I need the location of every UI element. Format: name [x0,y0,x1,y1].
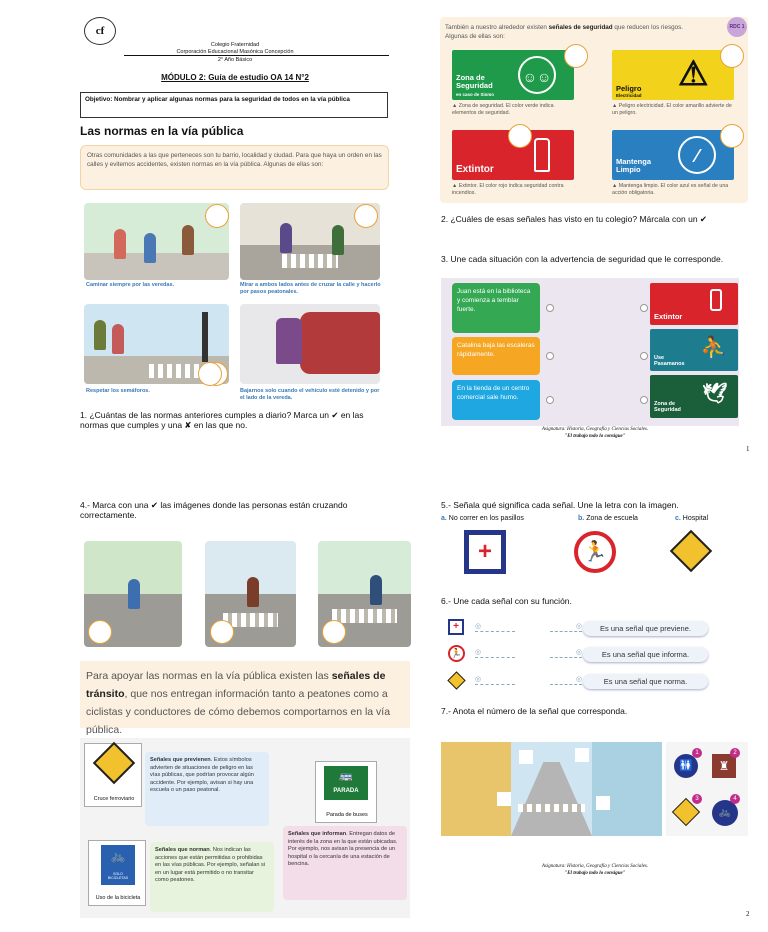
blank-box-3[interactable] [596,796,610,810]
restroom-icon: 🚻 [674,754,698,778]
bus-sign-text: PARADA [333,788,359,794]
museum-icon: ♜ [712,754,736,778]
broom-icon: ⁄ [678,136,716,174]
warning-dot-1[interactable] [640,304,648,312]
warning-dot-3[interactable] [640,396,648,404]
people-icon: ☺☺ [518,56,556,94]
hospital-cross-icon: + [450,621,462,633]
q6-sign-2: 🏃 [448,645,465,662]
warning-sign-handrail [650,329,738,371]
page-number-1: 1 [746,445,750,453]
safety-desc-2: ▲ Peligro electricidad. El color amarillo advierte de un peligro. [612,103,732,116]
rdc-badge: RDC 1 [727,17,747,37]
question-6: 6.- Une cada señal con su función. [441,596,572,606]
norm-check-4[interactable] [198,362,222,386]
section-title: Las normas en la vía pública [80,124,244,138]
safety-desc-3: ▲ Extintor. El color rojo indica seguridad contra incendios. [452,183,564,196]
q6-connector-3[interactable]: ◎ [475,675,515,685]
stairs-icon: ⛹ [700,335,728,360]
sign-number-3: 3 [692,794,702,804]
q6-func-connector-2[interactable]: ◎ [550,648,582,658]
hospital-cross-icon: + [469,535,501,569]
q6-func-connector-1[interactable]: ◎ [550,622,582,632]
warning-dot-2[interactable] [640,352,648,360]
crossing-check-2[interactable] [210,620,234,644]
bike-caption: Uso de la bicicleta [95,895,141,901]
railway-crossing-icon [93,742,135,784]
sign-number-4: 4 [730,794,740,804]
situation-2: Catalina baja las escaleras rápidamente. [452,337,540,375]
q6-function-3: Es una señal que norma. [583,674,708,689]
question-1: 1. ¿Cuántas de las normas anteriores cumples a diario? Marca un ✔ en las normas que cumples y una ✘ en las que no. [80,410,364,430]
question-4: 4.- Marca con una ✔ las imágenes donde las personas están cruzando correctamente. [80,500,348,520]
extinguisher-icon [534,138,550,172]
footer-subject-1: Asignatura: Historia, Geografía y Ciencias Sociales. [541,427,649,432]
safety-sign-danger-label: Peligro [616,84,642,93]
question-5: 5.- Señala qué significa cada señal. Une la letra con la imagen. [441,500,679,510]
safety-sign-clean-label: Mantenga Limpio [616,157,652,174]
objective-box: Objetivo: Nombrar y aplicar algunas normas para la seguridad de todos en la vía pública [80,92,388,118]
blank-box-1[interactable] [575,748,589,762]
norm-check-1[interactable] [205,204,229,228]
page-number-2: 2 [746,910,750,918]
warning-sign-handrail-label: Use Pasamanos [654,355,685,367]
bird-icon: 🕊 [702,383,728,405]
signs-panel [666,742,748,836]
question-3: 3. Une cada situación con la advertencia de seguridad que le corresponde. [441,254,724,264]
footer-subject-2: Asignatura: Historia, Geografía y Ciencias Sociales. [541,864,649,869]
transit-intro: Para apoyar las normas en la vía pública existen las señales de tránsito, que nos entregan información tanto a peatones como a ciclistas y conductores de cómo debemos comportarnos en la vía pública. [80,661,410,728]
safety-desc-4: ▲ Mantenga limpio. El color azul es señal de una acción obligatoria. [612,183,729,196]
railway-sign-card [84,743,142,807]
school-logo: cf [84,17,116,45]
q6-sign-1 [448,619,464,635]
q6-connector-2[interactable]: ◎ [475,648,515,658]
safety-sign-zone-sub: en caso de Sismo [456,92,495,97]
prevent-info: Señales que previenen. Estos símbolos advierten de situaciones de peligro en las vías públicas, que podrían provocar algún accidente. Por ejemplo, avisan si hay una escuela o un paso peatonal. [145,752,269,826]
q6-function-2: Es una señal que informa. [583,647,708,662]
question-7: 7.- Anota el número de la señal que corresponda. [441,706,628,716]
q6-connector-1[interactable]: ◎ [475,622,515,632]
bike-pedestrian-icon: 🚲 [712,800,738,826]
q5-option-c: c. Hospital [675,515,709,522]
warning-sign-extinguisher [650,283,738,325]
norm-caption-4: Bajarnos solo cuando el vehículo esté detenido y por el lado de la vereda. [240,388,380,401]
safety-desc-1: ▲ Zona de seguridad. El color verde indica elementos de seguridad. [452,103,554,116]
no-running-icon: 🏃 [582,541,608,563]
no-running-sign [574,531,616,573]
q5-option-b: b. Zona de escuela [578,515,638,522]
header-rule [124,55,389,56]
extinguisher-icon [710,289,722,311]
bike-sign-card [88,840,146,906]
q6-function-1: Es una señal que previene. [583,621,708,636]
norm-caption-2: Mirar a ambos lados antes de cruzar la calle y hacerlo por pasos peatonales. [240,282,381,295]
bus-sign-card [315,761,377,823]
safety-sign-zone-label: Zona de Seguridad [456,73,493,90]
school-grade: 2° Año Básico [217,57,253,63]
footer-motto-2: "El trabajo todo lo consigue" [564,871,626,876]
intro-box: Otras comunidades a las que perteneces son tu barrio, localidad y ciudad. Para que haya un orden en las calles y evitemos accidentes, existen normas en la vía pública. Algunas de ellas son: [80,145,389,190]
warning-sign-zone [650,375,738,418]
railway-caption: Cruce ferroviario [93,796,135,802]
school-corp: Corporación Educacional Masónica Concepción [176,49,294,55]
bicycle-icon: 🚲 [101,845,135,885]
footer-motto-1: "El trabajo todo lo consigue" [564,434,626,439]
footer-2 [520,863,670,877]
warning-sign-extinguisher-label: Extintor [654,312,683,321]
situation-dot-3[interactable] [546,396,554,404]
school-name: Colegio Fraternidad [210,42,260,48]
safety-sign-extinguisher-label: Extintor [456,164,494,175]
q6-func-connector-3[interactable]: ◎ [550,675,582,685]
safety-check-3[interactable] [508,124,532,148]
sign-number-2: 2 [730,748,740,758]
safety-sign-clean [612,130,734,180]
q5-option-a: a. No correr en los pasillos [441,515,524,522]
school-zone-sign [670,530,712,572]
situation-1: Juan está en la biblioteca y comienza a temblar fuerte. [452,283,540,333]
safety-sign-zone [452,50,574,100]
norm-image-4 [240,304,380,384]
norm-caption-3: Respetar los semáforos. [86,388,150,394]
situation-3: En la tienda de un centro comercial sale humo. [452,380,540,420]
footer-1 [520,426,670,440]
situation-dot-1[interactable] [546,304,554,312]
crossing-check-1[interactable] [88,620,112,644]
lightning-icon: ⚠ [678,55,709,93]
safety-check-4[interactable] [720,124,744,148]
safety-check-1[interactable] [564,44,588,68]
safety-sign-danger-sub: Electricidad [616,93,642,98]
school-header [120,42,350,64]
norm-caption-1: Caminar siempre por las veredas. [86,282,175,288]
bus-caption: Parada de buses [326,812,368,818]
blank-box-2[interactable] [497,792,511,806]
hospital-sign [464,530,506,574]
norm-check-2[interactable] [354,204,378,228]
safety-sign-danger [612,50,734,100]
street-scene [441,742,662,836]
norm-info: Señales que norman. Nos indican las acciones que están permitidas o prohibidas en las vías públicas. Por ejemplo, señalan si en un lugar está permitido o no transitar como peatones. [150,842,274,912]
inform-info: Señales que informan. Entregan datos de interés de la zona en la que están ubicadas. Por ejemplo, nos avisan la presencia de un hospital o la cercanía de una estación de bencina. [283,826,407,900]
q6-sign-3 [447,671,465,689]
sign-number-1: 1 [692,748,702,758]
crossing-check-3[interactable] [322,620,346,644]
module-title: MÓDULO 2: Guía de estudio OA 14 N°2 [161,73,309,82]
blank-box-4[interactable] [519,750,533,764]
question-2: 2. ¿Cuáles de esas señales has visto en tu colegio? Márcala con un ✔ [441,214,708,224]
safety-intro: También a nuestro alrededor existen señales de seguridad que reducen los riesgos. Algunas de ellas son: [445,24,684,40]
bike-sign-text: SOLO BICICLETAS [107,872,129,880]
bus-icon: 🚌 [324,766,368,800]
safety-check-2[interactable] [720,44,744,68]
situation-dot-2[interactable] [546,352,554,360]
warning-sign-zone-label: Zona de Seguridad [654,401,681,413]
